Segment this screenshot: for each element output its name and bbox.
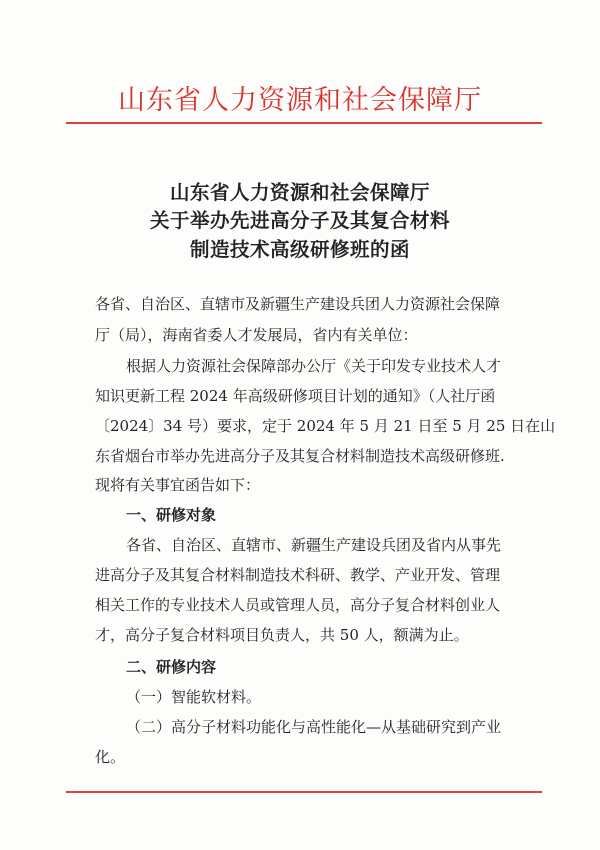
section-1-line-2: 进高分子及其复合材料制造技术科研、教学、产业开发、管理 <box>95 566 501 584</box>
addressee-line-2: 厅（局），海南省委人才发展局，省内有关单位： <box>95 326 418 344</box>
section-2-item-1: （一）智能软材料。 <box>126 688 262 706</box>
section-1-heading: 一、研修对象 <box>126 506 217 524</box>
letterhead-title: 山东省人力资源和社会保障厅 <box>118 85 482 116</box>
document-title-line-3: 制造技术高级研修班的函 <box>189 238 410 261</box>
paragraph-1-line-4: 东省烟台市举办先进高分子及其复合材料制造技术高级研修班. <box>95 447 505 465</box>
addressee-line-1: 各省、自治区、直辖市及新疆生产建设兵团人力资源社会保障 <box>95 295 501 313</box>
paragraph-1-line-5: 现将有关事宜函告如下： <box>95 476 261 494</box>
footer-red-rule <box>66 791 542 793</box>
letterhead-red-rule <box>66 122 542 124</box>
section-2-item-2-line-2: 化。 <box>95 748 126 766</box>
paragraph-1-line-3: 〔2024〕34 号）要求，定于 2024 年 5 月 21 日至 5 月 25 日在山 <box>95 417 556 435</box>
paragraph-1-line-2: 知识更新工程 2024 年高级研修项目计划的通知》（人社厅函 <box>95 387 496 405</box>
section-1-line-3: 相关工作的专业技术人员或管理人员，高分子复合材料创业人 <box>95 596 501 614</box>
paragraph-1-line-1: 根据人力资源社会保障部办公厅《关于印发专业技术人才 <box>126 357 502 375</box>
section-1-line-1: 各省、自治区、直辖市、新疆生产建设兵团及省内从事先 <box>126 536 502 554</box>
section-2-item-2-line-1: （二）高分子材料功能化与高性能化—从基础研究到产业 <box>126 718 502 736</box>
document-title-line-2: 关于举办先进高分子及其复合材料 <box>149 209 450 232</box>
section-1-line-4: 才，高分子复合材料项目负责人，共 50 人，额满为止。 <box>95 626 469 644</box>
document-title-line-1: 山东省人力资源和社会保障厅 <box>169 181 430 204</box>
section-2-heading: 二、研修内容 <box>126 658 217 676</box>
